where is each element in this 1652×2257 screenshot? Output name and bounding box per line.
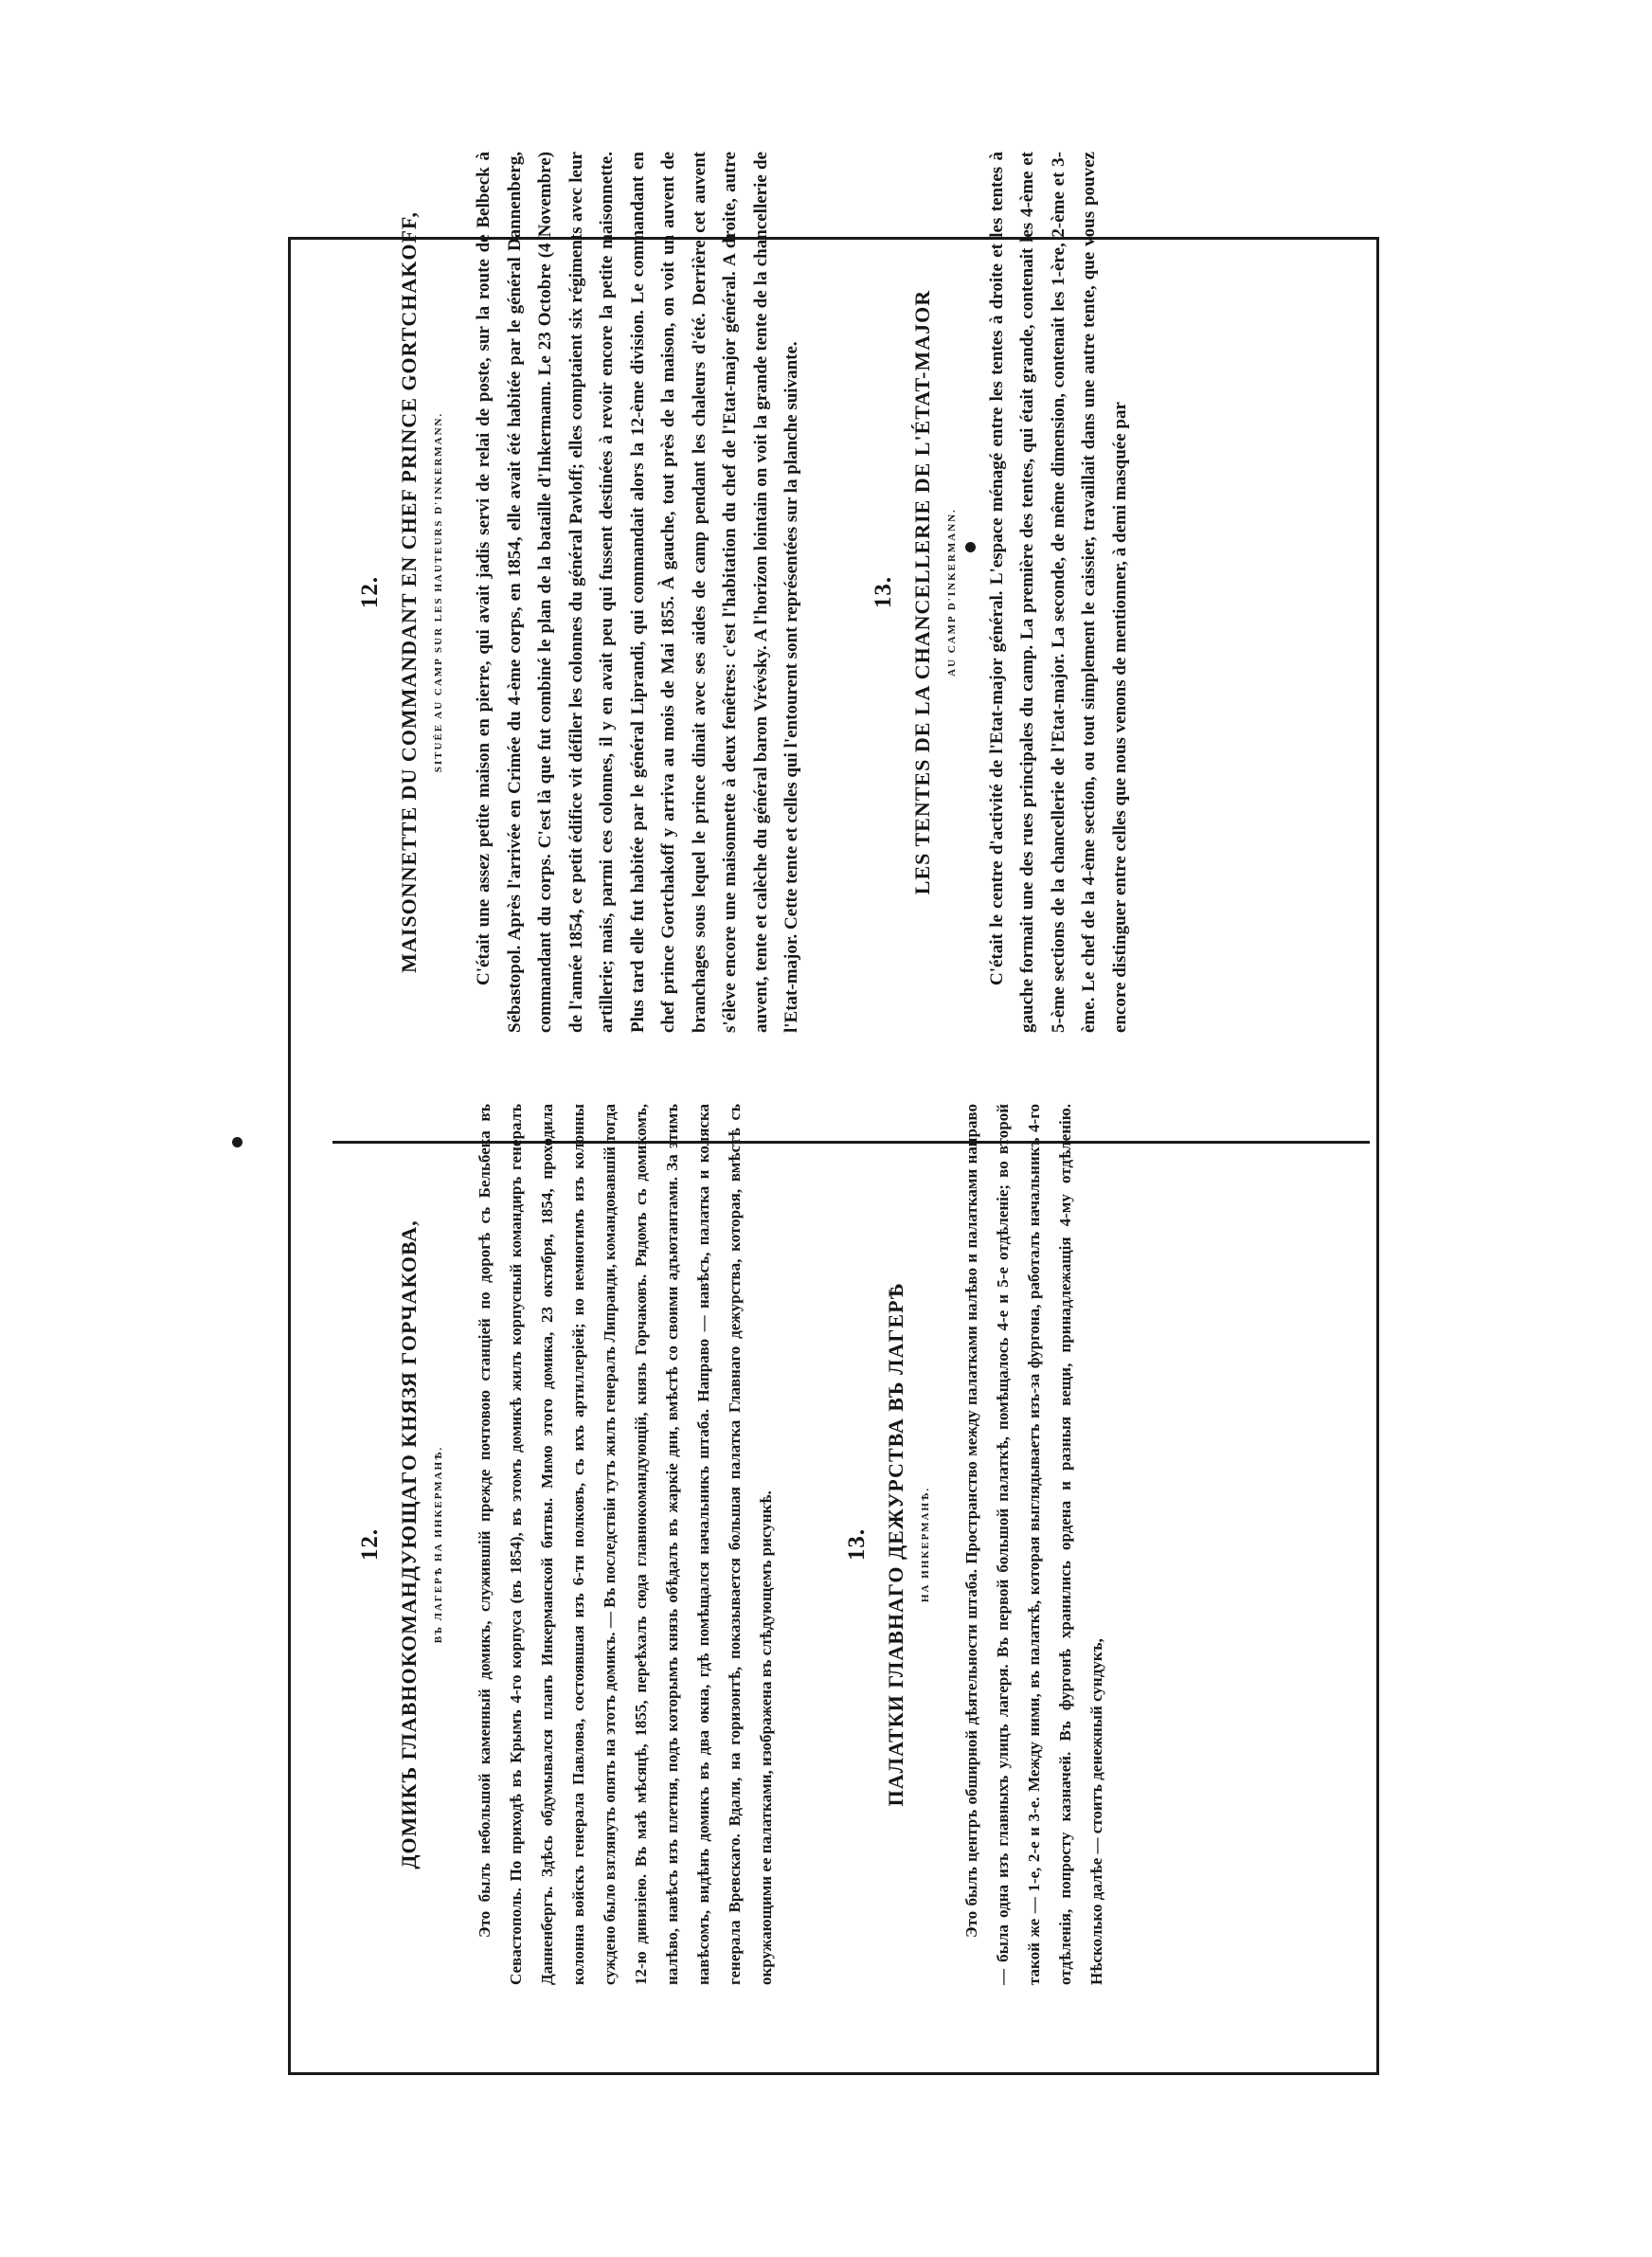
section-title: LES TENTES DE LA CHANCELLERIE DE L'ÉTAT-MAJOR xyxy=(909,289,934,895)
russian-page xyxy=(336,308,1369,2070)
section-number: 13. xyxy=(844,1527,870,1562)
section-number: 12. xyxy=(357,575,383,609)
section-subtitle: ВЪ ЛАГЕРѢ НА ИНКЕРМАНѢ. xyxy=(433,1445,444,1644)
section-body: C'était le centre d'activité de l'Etat-major général. L'espace ménagé entre les tentes à droite et les tentes à gauche formait une des rues principales du camp. La première des tentes, qui était grande, contenait les 4-ème et 5-ème sections de la chancellerie de l'Etat-major. La seconde, de même dimension, contenait les 1-ère, 2-ème et 3-ème. Le chef de la 4-ème section, ou tout simplement le caissier, travaillait dans une autre tente, que vous pouvez encore distinguer entre celles que nous venons de mentionner, à demi masquée par xyxy=(986,152,1130,1033)
section-number: 12. xyxy=(357,1527,383,1562)
section-title: ПАЛАТКИ ГЛАВНАГО ДЕЖУРСТВА ВЪ ЛАГЕРѢ xyxy=(884,1282,907,1807)
section-body: Это былъ небольшой каменный домикъ, служившій прежде почтовою станцiей по дорогѣ съ Бельбека въ Севастополь. По приходѣ въ Крымъ 4-го корпуса (въ 1854), въ этомъ домикѣ жилъ корпусный командиръ генералъ Данненбергъ. Здѣсь обдумывался планъ Инкерманской битвы. Мимо этого домика, 23 октября, 1854, проходила колонна войскъ генерала Павлова, состоявшая изъ 6-ти полковъ, съ ихъ артиллерiей; но немногимъ изъ колонны суждено было взглянуть опять на этотъ домикъ. — Въ последствiи тутъ жилъ генералъ Липранди, командовавшiй тогда 12-ю дивизiею. Въ маѣ мѣсяцѣ, 1855, переѣхалъ сюда главнокомандующiй, князь Горчаковъ. Рядомъ съ домикомъ, налѣво, навѣсъ изъ плетня, подъ которымъ князь обѣдалъ въ жаркiе дни, вмѣстѣ со своими адъютантами. За этимъ навѣсомъ, видѣнъ домикъ въ два окна, гдѣ помѣщался начальникъ штаба. Направо — навѣсъ, палатка и коляска генерала Вревскаго. Вдали, на горизонтѣ, показывается большая палатка Главнаго дежурства, которая, вмѣстѣ съ окружающими ее палатками, изображена въ слѣдующемъ рисункѣ. xyxy=(476,1104,775,1985)
margin-dot xyxy=(232,1137,242,1147)
section-subtitle: AU CAMP D'INKERMANN. xyxy=(945,508,958,677)
section-subtitle: НА ИНКЕРМАНѢ. xyxy=(920,1486,931,1603)
section-number: 13. xyxy=(870,575,896,609)
russian-section-12 xyxy=(357,1104,781,1985)
section-body: C'était une assez petite maison en pierre, qui avait jadis servi de relai de poste, sur la route de Belbeck à Sébastopol. Après l'arrivée en Crimée du 4-ème corps, en 1854, elle avait été habitée par le général Dannenberg, commandant du corps. C'est là que fut combiné le plan de la bataille d'Inkermann. Le 23 Octobre (4 Novembre) de l'année 1854, ce petit édifice vit défiler les colonnes du général Pavloff; elles comptaient six régiments avec leur artillerie; mais, parmi ces colonnes, il y en avait peu qui fussent destinées à revoir encore la petite maisonnette. Plus tard elle fut habitée par le général Liprandi, qui commandait alors la 12-ème division. Le commandant en chef prince Gortchakoff y arriva au mois de Mai 1855. À gauche, tout près de la maison, on voit un auvent de branchages sous lequel le prince dinait avec ses aides de camp pendant les chaleurs d'été. Derrière cet auvent s'élève encore une maisonnette à deux fenêtres: c'est l'habitation du chef de l'Etat-major général. A droite, autre auvent, tente et calèche du général baron Vrévsky. A l'horizon lointain on voit la grande tente de la chancellerie de l'Etat-major. Cette tente et celles qui l'entourent sont représentées sur la planche suivante. xyxy=(474,152,801,1033)
section-body: Это былъ центръ обширной дѣятельности штаба. Пространство между палатками налѣво и палатками направо — была одна изъ главныхъ улицъ лагеря. Въ первой большой палаткѣ, помѣщалось 4-е и 5-е отдѣленiе; во второй такой же — 1-е, 2-е и 3-е. Между ними, въ палаткѣ, которая выглядываетъ изъ-за фургона, работалъ начальникъ 4-го отдѣленiя, попросту казначей. Въ фургонѣ хранились ордена и разныя вещи, принадлежащiя 4-му отдѣленiю. Нѣсколько далѣе — стоитъ денежный сундукъ, xyxy=(962,1104,1105,1985)
russian-section-13 xyxy=(844,1104,1112,1985)
section-title: ДОМИКЪ ГЛАВНОКОМАНДУЮЩАГО КНЯЗЯ ГОРЧАКОВА, xyxy=(397,1219,421,1869)
section-subtitle: SITUÉE AU CAMP SUR LES HAUTEURS D'INKERMANN. xyxy=(433,411,444,773)
section-title: MAISONNETTE DU COMMANDANT EN CHEF PRINCE GORTCHAKOFF, xyxy=(397,211,421,973)
